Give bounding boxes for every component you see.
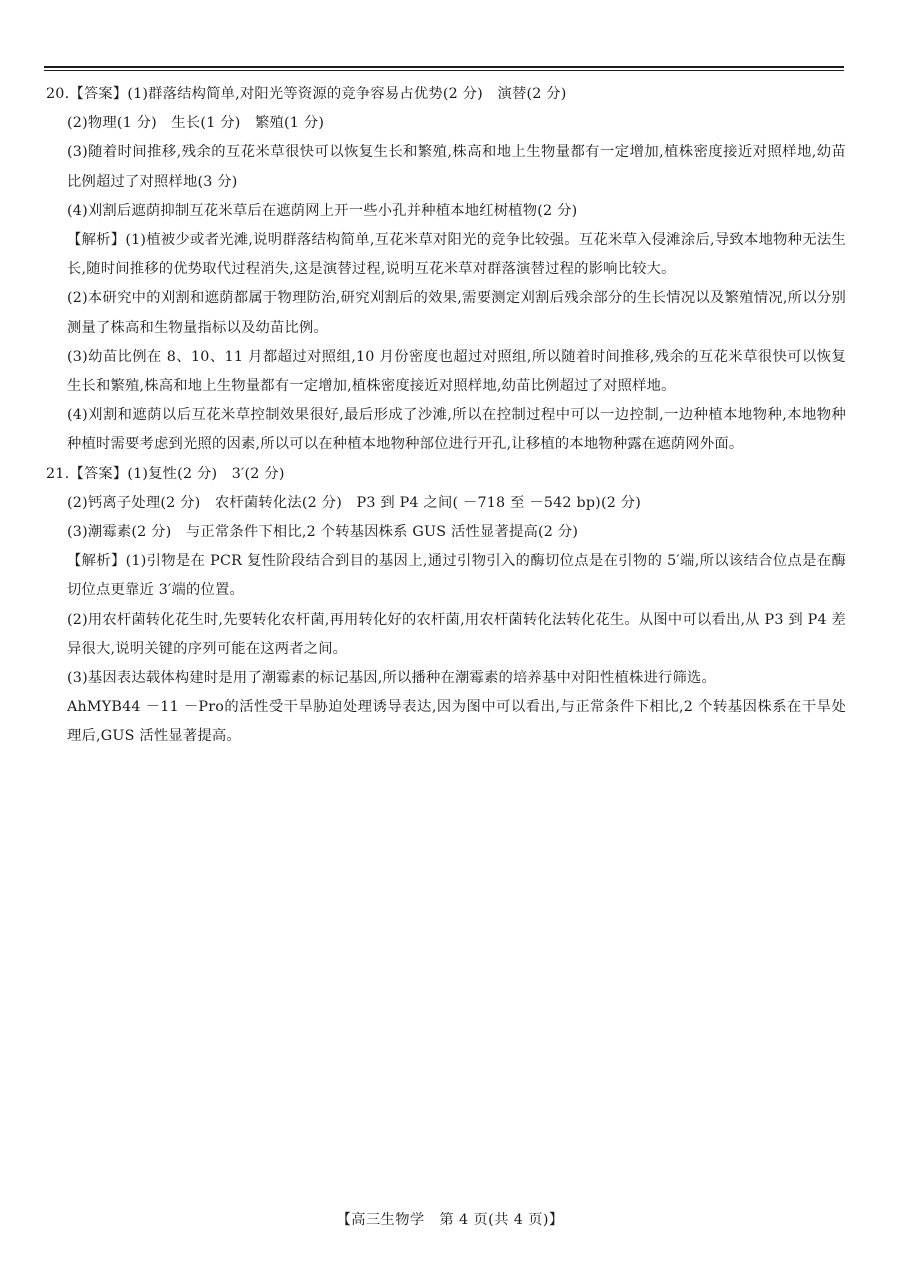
header-rule: [44, 66, 844, 68]
header-rule-thin: [44, 70, 844, 71]
q20-explanation-2: (2)本研究中的刈割和遮荫都属于物理防治,研究刈割后的效果,需要测定刈割后残余部分的生长情况以及繁殖情况,所以分别测量了株高和生物量指标以及幼苗比例。: [67, 290, 846, 336]
q20-answer-2: (2)物理(1 分) 生长(1 分) 繁殖(1 分): [67, 115, 325, 132]
answer-content: [46, 80, 846, 752]
q21-explanation-2: (2)用农杆菌转化花生时,先要转化农杆菌,再用转化好的农杆菌,用农杆菌转化法转化花生。从图中可以看出,从 P3 到 P4 差异很大,说明关键的序列可能在这两者之间。: [67, 611, 846, 657]
page-footer: 【高三生物学 第 4 页(共 4 页)】: [336, 1212, 564, 1228]
q21-explanation-1: 【解析】(1)引物是在 PCR 复性阶段结合到目的基因上,通过引物引入的酶切位点是在引物的 5′端,所以该结合位点是在酶切位点更靠近 3′端的位置。: [67, 553, 846, 599]
q20-answer-3: (3)随着时间推移,残余的互花米草很快可以恢复生长和繁殖,株高和地上生物量都有一定增加,植株密度接近对照样地,幼苗比例超过了对照样地(3 分): [67, 144, 846, 190]
q20-explanation-4: (4)刈割和遮荫以后互花米草控制效果很好,最后形成了沙滩,所以在控制过程中可以一边控制,一边种植本地物种,本地物种种植时需要考虑到光照的因素,所以可以在种植本地物种部位进行开孔,让移植的本地物种露在遮荫网外面。: [67, 407, 846, 453]
q20-answer-1: 20.【答案】(1)群落结构简单,对阳光等资源的竞争容易占优势(2 分) 演替(2 分): [46, 86, 567, 102]
q20-explanation-3: (3)幼苗比例在 8、10、11 月都超过对照组,10 月份密度也超过对照组,所以随着时间推移,残余的互花米草很快可以恢复生长和繁殖,株高和地上生物量都有一定增加,植株密度接近对照样地,幼苗比例超过了对照样地。: [67, 348, 846, 395]
q21-answer-2: (2)钙离子处理(2 分) 农杆菌转化法(2 分) P3 到 P4 之间( －718 至 －542 bp)(2 分): [67, 494, 642, 511]
q20-explanation-1: 【解析】(1)植被少或者光滩,说明群落结构简单,互花米草对阳光的竞争比较强。互花米草入侵滩涂后,导致本地物种无法生长,随时间推移的优势取代过程消失,这是演替过程,说明互花米草对群落演替过程的影响比较大。: [67, 232, 846, 278]
q20-answer-4: (4)刈割后遮荫抑制互花米草后在遮荫网上开一些小孔并种植本地红树植物(2 分): [67, 202, 578, 219]
q21-answer-1: 21.【答案】(1)复性(2 分) 3′(2 分): [46, 465, 285, 482]
q21-explanation-3b: AhMYB44 －11 －Pro的活性受干旱胁迫处理诱导表达,因为图中可以看出,与正常条件下相比,2 个转基因株系在干旱处理后,GUS 活性显著提高。: [67, 699, 846, 745]
q21-answer-3: (3)潮霉素(2 分) 与正常条件下相比,2 个转基因株系 GUS 活性显著提高(2 分): [67, 524, 579, 541]
q21-explanation-3a: (3)基因表达载体构建时是用了潮霉素的标记基因,所以播种在潮霉素的培养基中对阳性植株进行筛选。: [67, 670, 716, 687]
